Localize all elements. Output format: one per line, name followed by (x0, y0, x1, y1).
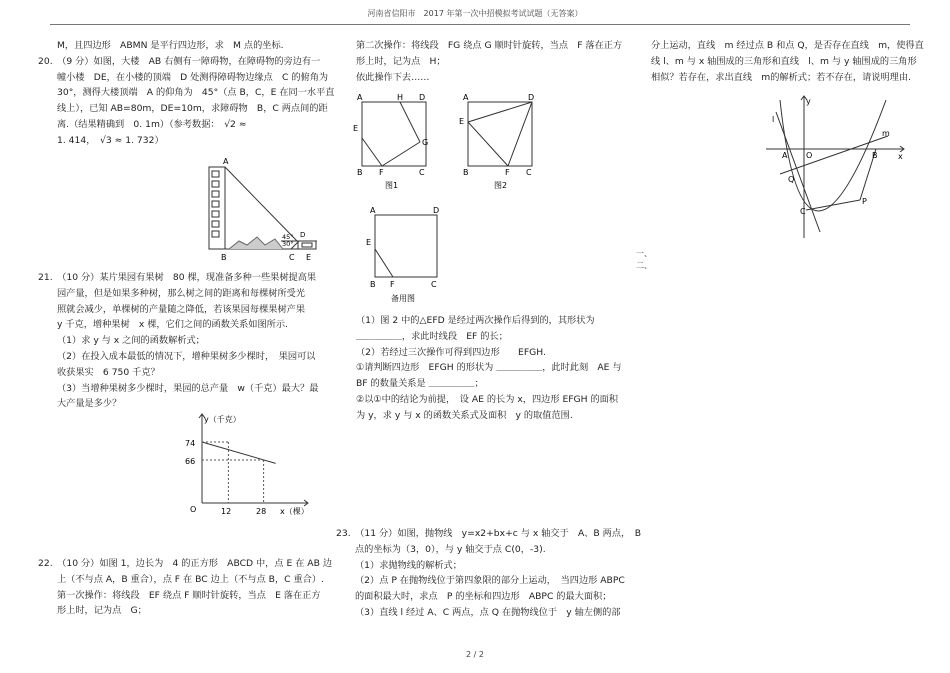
fig23-A: A (782, 151, 788, 160)
fig23-C: C (800, 207, 806, 216)
q22-part-7: 为 y，求 y 与 x 的函数关系式及面积 y 的取值范围. (356, 409, 573, 421)
q22-part-2: ＿＿＿＿＿，求此时线段 EF 的长； (356, 330, 508, 342)
q23-line-5: 的面积最大时，求点 P 的坐标和四边形 ABPC 的最大面积； (355, 591, 612, 603)
chart21-origin: O (190, 505, 197, 514)
fig3-caption: 备用图 (391, 294, 415, 303)
chart21-xtick-12: 12 (221, 507, 232, 516)
q22-line-3: 第一次操作：将线段 EF 绕点 F 顺时针旋转，当点 E 落在正方 (57, 589, 321, 601)
column-3 (651, 38, 931, 85)
q23-line-6: （3）直线 l 经过 A、C 两点，点 Q 在抛物线位于 y 轴左侧的部 (355, 606, 621, 618)
column-1-q22 (38, 556, 338, 619)
q22-line-4: 形上时，记为点 G； (57, 605, 147, 617)
q22-part-3: （2）若经过三次操作可得到四边形 EFGH. (356, 346, 546, 358)
fig3-A: A (370, 206, 376, 215)
fig20-angle-45: 45° (282, 233, 294, 241)
chart-q21 (180, 408, 315, 520)
q23-tail-2: 线 l、m 与 x 轴围成的三角形和直线 l、m 与 y 轴围成的三角形 (651, 55, 917, 67)
page-header: 河南省信阳市 2017 年第一次中招模拟考试试题（无答案） (367, 9, 583, 18)
fig3-D: D (433, 206, 440, 215)
q21-line-5: （1）求 y 与 x 之间的函数解析式； (57, 335, 205, 347)
fig2-D: D (528, 93, 535, 102)
q21-line-2: 园产量，但是如果多种树，那么树之间的距离和每棵树所受光 (57, 287, 306, 299)
figure-1-square (350, 92, 440, 192)
column-2-q22-parts (356, 313, 646, 424)
fig20-angle-30: 30° (282, 240, 294, 248)
page-footer: 2 / 2 (466, 650, 484, 659)
fig2-C: C (526, 168, 532, 177)
chart21-ytick-74: 74 (185, 439, 196, 448)
fig20-label-C: C (289, 253, 295, 262)
q21-line-6: （2）在投入成本最低的情况下，增种果树多少棵时， 果园可以 (57, 350, 316, 362)
fig23-segment-CP (806, 200, 860, 210)
q20-line-6: 1. 414， √3 ≈ 1. 732） (57, 134, 164, 146)
q23-tail-1: 分上运动，直线 m 经过点 B 和点 Q，是否存在直线 m，使得直 (651, 40, 924, 51)
q22-part-5: BF 的数量关系是 ＿＿＿＿＿； (356, 378, 484, 390)
fig23-O: O (806, 151, 813, 160)
fig23-l: l (772, 115, 775, 124)
figure-q23-parabola (762, 92, 912, 242)
fig23-B: B (872, 151, 878, 160)
q20-line-2: 幢小楼 DE，在小楼的顶端 D 处测得障碍物边缘点 C 的俯角为 (57, 71, 329, 83)
fig2-caption: 图2 (494, 181, 508, 190)
q21-line-7: 收获果实 6 750 千克？ (57, 366, 160, 378)
header-rule (50, 24, 910, 25)
fig2-F: F (505, 168, 510, 177)
column-1-q21 (38, 270, 338, 412)
op2-line-2: 形上时，记为点 H； (356, 55, 446, 67)
fig20-label-B: B (221, 253, 227, 262)
q21-line-3: 照就会减少，单棵树的产量随之降低，若该果园每棵果树产果 (57, 303, 306, 315)
fig20-label-E: E (306, 253, 312, 262)
q23-line-3: （1）求抛物线的解析式； (355, 559, 462, 571)
chart21-ytick-66: 66 (185, 457, 196, 466)
fig1-F: F (379, 168, 384, 177)
q22-line-1: 22. （10 分）如图 1，边长为 4 的正方形 ABCD 中，点 E 在 AB 边 (38, 558, 333, 569)
fig3-F: F (390, 280, 395, 289)
fig23-P: P (862, 197, 867, 206)
q23-tail-3: 相似？若存在，求出直线 m的解析式；若不存在，请说明理由. (651, 71, 911, 83)
fig20-line-AD (225, 167, 297, 241)
q23-line-1: 23. （11 分）如图，抛物线 y=x2+bx+c 与 x 轴交于 A、B 两点， B (336, 528, 642, 539)
q22-line-2: 上（不与点 A，B 重合），点 F 在 BC 边上（不与点 B，C 重合）. (57, 573, 324, 585)
fig3-C: C (431, 280, 437, 289)
fig3-B: B (370, 280, 376, 289)
figure-2-square (456, 92, 546, 192)
fig23-m: m (882, 129, 890, 138)
fig3-E: E (366, 238, 372, 247)
column-2-top (356, 38, 636, 85)
fig2-B: B (463, 168, 469, 177)
q22-part-4: ①请判断四边形 EFGH 的形状为 ＿＿＿＿＿，此时此刻 AE 与 (356, 362, 622, 374)
q22-part-1: （1）图 2 中的△EFD 是经过两次操作后得到的，其形状为 (356, 315, 595, 326)
fig1-C: C (419, 168, 425, 177)
figure-3-square (363, 205, 453, 305)
column-2-q23 (336, 526, 642, 621)
fig1-caption: 图1 (385, 181, 399, 190)
fig23-x: x (898, 152, 903, 161)
column-1 (38, 38, 338, 149)
op2-line-1: 第二次操作：将线段 FG 绕点 G 顺时针旋转，当点 F 落在正方 (356, 40, 623, 51)
q23-line-2: 点的坐标为（3，0），与 y 轴交于点 C(0，-3). (355, 543, 546, 555)
side-mark-1: 一、 (636, 249, 652, 258)
chart21-ylabel: y（千克） (204, 415, 241, 424)
q19-tail: M，且四边形 ABMN 是平行四边形，求 M 点的坐标. (57, 40, 284, 51)
op2-line-3: 依此操作下去…… (356, 71, 430, 83)
fig2-A: A (463, 93, 469, 102)
fig2-E: E (459, 117, 465, 126)
q21-line-8: （3）当增种果树多少棵时，果园的总产量 w（千克）最大？最 (57, 382, 319, 394)
fig1-H: H (397, 93, 404, 102)
q21-line-1: 21. （10 分）某片果园有果树 80 棵，现准备多种一些果树提高果 (38, 272, 317, 283)
fig1-E: E (353, 124, 359, 133)
fig20-label-D: D (300, 231, 306, 239)
fig1-B: B (357, 168, 363, 177)
figure-q20 (205, 157, 325, 262)
q20-line-3: 30°，测得大楼顶端 A 的仰角为 45°（点 B，C，E 在同一水平直 (57, 87, 335, 99)
q23-line-4: （2）点 P 在抛物线位于第四象限的部分上运动， 当四边形 ABPC (355, 575, 625, 587)
q20-line-5: 离.（结果精确到 0. 1m）（参考数据： √2 ≈ (57, 118, 247, 130)
fig23-Q: Q (788, 175, 795, 184)
fig1-G: G (422, 138, 429, 147)
fig23-line-l (776, 112, 820, 232)
chart21-xlabel: x（棵） (280, 507, 309, 516)
q22-part-6: ②以①中的结论为前提， 设 AE 的长为 x，四边形 EFGH 的面积 (356, 393, 619, 405)
q20-line-1: 20. （9 分）如图，大楼 AB 右侧有一障碍物，在障碍物的旁边有一 (38, 55, 321, 67)
fig1-D: D (419, 93, 426, 102)
chart21-xtick-28: 28 (256, 507, 267, 516)
q21-line-4: y 千克，增种果树 x 棵，它们之间的函数关系如图所示. (57, 319, 288, 331)
q21-line-9: 大产量是多少？ (57, 398, 122, 410)
fig20-small-building-DE (298, 241, 316, 249)
fig1-A: A (357, 93, 363, 102)
fig20-label-A: A (223, 157, 229, 166)
fig23-y: y (806, 97, 811, 106)
q20-line-4: 线上），已知 AB=80m，DE=10m，求障碍物 B，C 两点间的距 (57, 103, 328, 115)
side-mark-2: 二、 (636, 261, 652, 270)
